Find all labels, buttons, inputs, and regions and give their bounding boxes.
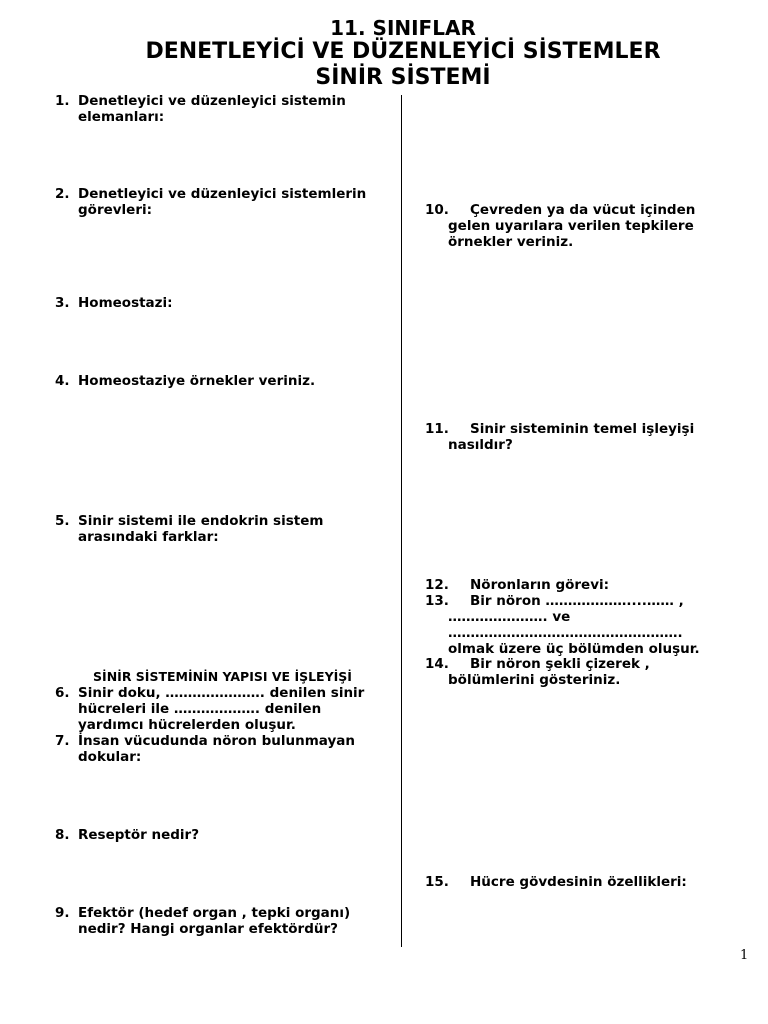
question-number: 11. (425, 421, 449, 437)
question-11 (425, 421, 725, 453)
question-text: Bir nöron şekli çizerek , bölümlerini gösteriniz. (448, 656, 650, 688)
question-text: Sinir sistemi ile endokrin sistem arasındaki farklar: (78, 513, 324, 545)
question-5 (55, 513, 390, 545)
question-7 (55, 733, 390, 765)
question-text: Homeostazi: (78, 295, 173, 311)
page-number: 1 (740, 948, 749, 963)
question-number: 2. (55, 186, 70, 202)
question-number: 9. (55, 905, 70, 921)
question-text: Bir nöron ………………....…… , …………………. ve ……………………………………………. olmak üzere üç bölümden oluşur. (448, 593, 700, 657)
question-number: 3. (55, 295, 70, 311)
question-8 (55, 827, 390, 843)
question-number: 1. (55, 93, 70, 109)
question-number: 14. (425, 656, 449, 672)
header-grade: 11. SINIFLAR (330, 16, 476, 40)
question-4 (55, 373, 390, 389)
question-number: 15. (425, 874, 449, 890)
question-text: İnsan vücudunda nöron bulunmayan dokular: (78, 733, 356, 765)
question-number: 12. (425, 577, 449, 593)
question-text: Sinir doku, …………………. denilen sinir hücreleri ile ………………. denilen yardımcı hücrelerden oluşur. (78, 685, 365, 733)
question-9 (55, 905, 390, 937)
question-text: Çevreden ya da vücut içinden gelen uyarılara verilen tepkilere örnekler veriniz. (448, 202, 696, 250)
question-number: 4. (55, 373, 70, 389)
question-text: Nöronların görevi: (470, 577, 610, 593)
question-3 (55, 295, 390, 311)
question-2 (55, 186, 390, 218)
header-unit-title: DENETLEYİCİ VE DÜZENLEYİCİ SİSTEMLER (145, 39, 661, 64)
question-text: Hücre gövdesinin özellikleri: (470, 874, 687, 890)
question-text: Homeostaziye örnekler veriniz. (78, 373, 316, 389)
question-15 (425, 874, 725, 890)
question-text: Denetleyici ve düzenleyici sistemin elemanları: (78, 93, 346, 125)
question-1 (55, 93, 390, 125)
question-13 (425, 593, 725, 657)
question-12 (425, 577, 725, 593)
section-subheading: SİNİR SİSTEMİNİN YAPISI VE İŞLEYİŞİ (93, 669, 352, 684)
question-6 (55, 685, 390, 733)
header-topic-title: SİNİR SİSTEMİ (315, 65, 491, 90)
question-number: 10. (425, 202, 449, 218)
question-number: 5. (55, 513, 70, 529)
question-10 (425, 202, 725, 250)
question-text: Denetleyici ve düzenleyici sistemlerin görevleri: (78, 186, 367, 218)
question-text: Reseptör nedir? (78, 827, 200, 843)
question-text: Sinir sisteminin temel işleyişi nasıldır? (448, 421, 695, 453)
question-14 (425, 656, 725, 688)
column-divider (401, 95, 402, 947)
question-number: 13. (425, 593, 449, 609)
question-text: Efektör (hedef organ , tepki organı) nedir? Hangi organlar efektördür? (78, 905, 351, 937)
question-number: 8. (55, 827, 70, 843)
question-number: 7. (55, 733, 70, 749)
question-number: 6. (55, 685, 70, 701)
